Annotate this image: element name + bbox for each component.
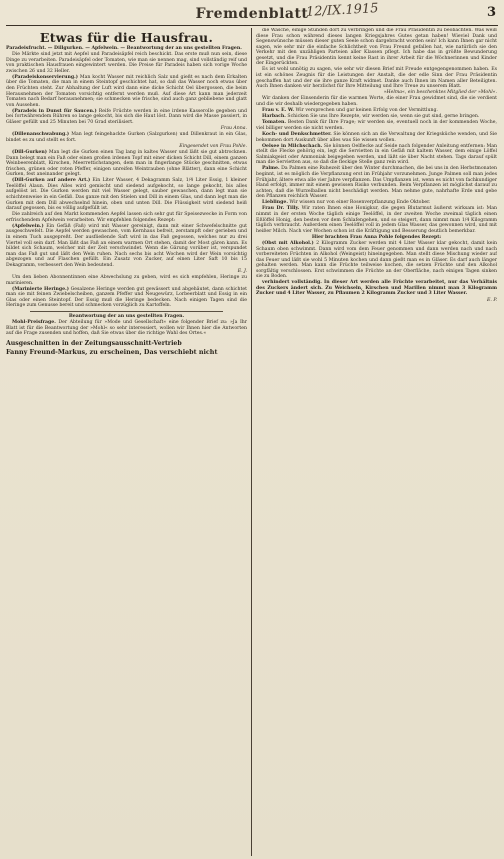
paragraph (256, 120, 497, 131)
answer-heading: Palme. (262, 166, 280, 172)
page-number: 3 (486, 5, 496, 20)
paragraph: Die zahlreich auf den Markt kommenden Aepfel lassen sich sehr gut für Speisezwecke in Form von erfrischendem Apfelwein verarbeiten. Wir empfehlen folgendes Rezept: (6, 212, 247, 223)
paragraph-text: Schicken Sie uns Ihre Rezepte, wir werden sie, wenn sie gut sind, gerne bringen. (287, 114, 480, 120)
answer-heading: Frau v. E. W. (262, 108, 294, 114)
paragraph-text: Ein Liter Wasser, 4 Dekagramm Salz, 1/4 Liter Essig, 1 kleiner Teelöffel Alaun. Dies Alles wird gemischt und siedend aufgekocht, so lange gekocht, bis alles aufgelöst ist. Die Gurken werden mit viel Wasser gelegt, sauber gewaschen, dann legt man sie schichtenweise in ein Gefäß. Das ganze mit den Stielen und Dill in einem Glas, und dann legt man die Gurken mit dem Dill abwechselnd hinein, oben und unten Dill. Die Flüssigkeit wird siedend heiß darauf gegossen, bis es völlig aufgefüllt ist. (6, 178, 247, 212)
right-column (252, 28, 497, 856)
recipe-heading: (Dill-Gurken) (12, 150, 47, 155)
paragraph-text: 2 Kilogramm Zucker werden mit 4 Liter Wasser klar gekocht, damit kein Schaum oben schwimmt. Dann wird vom dem Feuer genommen und dann werden nach und nach vorbereiteten Früchten in Alkohol (Weingeist) hineingegeben. Man stellt diese Mischung wieder auf das Feuer und läßt sie wohl 5 Minuten kochen und dann gießt man es in Gläser. Es darf auch länger gehalten werden. Man kann die Früchte teilweise kochen, die setzen Früchte und den Alkohol sorgfältig verschlossen. Erst schwimmen die Früchte an der Oberfläche, nach einigen Tagen sinken sie zu Boden. (256, 240, 497, 280)
paragraph (6, 150, 247, 178)
paragraph (6, 75, 247, 108)
paragraph (6, 287, 247, 309)
paragraph (256, 280, 497, 297)
paragraph-text: Man legt die Gurken einen Tag lang in kaltes Wasser und läßt sie gut abtrocknen. Dann belegt man ein Faß oder einen großen irdenen Topf mit einer dicken Schicht Dill, einem ganzen Weinbeerenblatt, Kirschen, Meerrettichstangen, dem man in fingerlange Stücke geschnitten, etwas frischen, grünen oder roten Pfeffer, einigen unreifen Weintrauben (ohne Blätter), dann eine Schicht Gurken, fest aneinander gelegt. (6, 150, 247, 178)
recipe-heading: (Apfelwein.) (12, 223, 44, 229)
underlined-emphasis: verhindert vollständig. In dieser Art werden alle Früchte verarbeitet, nur das Verhältnis des Zuckers ändert sich. Zu Weichseln, Kirschen und Marillen nimmt man 3 Kilogramm Zucker und 4 Liter Wasser, zu Pflaumen 2 Kilogramm Zucker und 3 Liter Wasser. (256, 280, 497, 297)
paragraph: Es ist wohl unnötig zu sagen, wie sehr wir diesen Brief mit Freude entgegengenommen haben. Es ist ein schönes Zeugnis für die Leistungen der Anstalt, die der edle Sinn der Frau Präsidentin geschaffen hat und der sie ihre ganze Kraft widmet. Danke auch Ihnen im Namen aller Beteiligten. Auch Ihnen danken wir herzlichst für Ihre Mitteilung und Ihre Treue zu unserem Blatt. (256, 67, 497, 90)
paragraph-text: Wir raten Ihnen eine Honigkur, die gegen Blutarmut äußerst wirksam ist: Man nimmt in der ersten Woche täglich einige Teelöffel, in der zweiten Woche zweimal täglich einen Eßlöffel Honig, den besten vor dem Schlafengehen, und so steigert, dann nimmt man 1/4 Kilogramm täglich verbraucht. Außerdem einen Teelöffel voll in jedem Glas Wasser, das gewonnen wird, und mit heißer Milch. Nach vier Wochen schon ist die Kräftigung und Besserung deutlich bemerkbar. (256, 206, 497, 234)
paragraph (6, 320, 247, 337)
section-heading: Hier brachten Frau Anna Pohle folgendes Rezept: (311, 234, 442, 240)
paragraph-text: Sie können sich an die Verwaltung der Kriegsküche wenden, und Sie bekommen dort Auskunft über alles was Sie wissen wollen. (256, 132, 497, 143)
clipping-stamp-line: Ausgeschnitten in der Zeitungsausschnitt-Vertrieb (6, 339, 182, 347)
recipe-heading: (Dill-Gurken auf andere Art.) (12, 178, 91, 184)
question-heading: Mohl-Preisfrage. (12, 320, 56, 326)
paragraph (256, 206, 497, 234)
paragraph-text: Reife Früchte werden in eine irdene Kasserolle gegeben und bei fortwährendem Rühren so lange gekocht, bis sich die Haut löst. Dann wird die Masse passiert, in Gläser gefüllt und 25 Minuten bei 70 Grad sterilisiert. (6, 108, 247, 125)
signature: Frau Anna. (220, 126, 247, 132)
paragraph-text: Wir wissen nur von einer Rosenverpflanzung Ende Oktober. (289, 200, 431, 206)
paragraph-text: Sie können Oelflecke auf Seide nach folgender Anleitung entfernen: Man stellt die Flecke gehörig ein, legt die Servietten in ein Gefäß mit kaltem Wasser, dem einige Löffel Salmiakgeist oder Ammoniak beigegeben werden, und läßt sie über Nacht stehen. Tags darauf spült man die Servietten aus, so daß die fleckige Stelle ganz rein wird. (256, 143, 497, 166)
signature: E. P. (487, 297, 497, 303)
handwritten-date: 12/IX.1915 (305, 1, 379, 20)
answer-heading: Harbach. (262, 114, 286, 120)
paragraph (256, 114, 497, 120)
paragraph-text: Man kocht Wasser mit reichlich Salz und gießt es nach dem Erkalten über die Tomaten, die man in einem Steintopf geschichtet hat, so daß das Wasser noch etwas über den Früchten steht. Zur Abhaltung der Luft wird dann eine dicke Schicht Oel übergossen, die beim Herausnehmen der Tomaten vorsichtig entfernt werden muß. Auf diese Art kann man jederzeit Tomaten nach Bedarf herausnehmen; sie schmecken wie frische, sind auch ganz gebliebene und glatt von Aussehen. (6, 74, 247, 108)
clipping-stamp-line: Fanny Freund-Markus, zu erscheinen, Das verschiebt nicht (6, 348, 218, 357)
recipe-heading: (Paradeis in Dunst für Saucen.) (12, 108, 97, 114)
paragraph-text: Man legt feingehackte Gurken (Salzgurken) und Dillenkraut in ein Glas, bindet es zu und stellt es fort. (6, 132, 247, 143)
paragraph (6, 132, 247, 143)
paragraph (6, 224, 247, 268)
paragraph: die Wäsche, einige Stunden dort zu verbringen und die Frau Präsidentin zu beobachten. Was weiß diese Frau schon während dieses langen Kriegsjahres Gutes getan haben! Wieviel Dank und Segenswünsche müssen dieser guten Seele schon dargebracht worden sein! Ich kann Ihnen gar nicht sagen, wie sehr mir die einfache Schlichtheit von Frau Freund gefallen hat, wie natürlich sie den Verkehr mit den unzähligen Parteien aller Klassen pflegt. Ich habe das in größte Bewunderung gesetzt, und die Frau Präsidentin kennt keine Rast in ihrer Arbeit für die Wöchnerinnen und Kinder der Eingerückten. (256, 28, 497, 67)
paragraph (256, 108, 497, 114)
answer-heading: Lieblinge. (262, 200, 288, 206)
paragraph-text: Besten Dank für Ihre Frage; wir werden sie, eventuell noch in der kommenden Woche, viel billiger werden sie nicht werden. (256, 120, 497, 131)
paragraph (6, 178, 247, 211)
answer-heading: Frau Dr. Tilly. (262, 206, 300, 212)
paragraph: Wir danken der Einsenderin für die warmen Worte, die einer Frau gewidmet sind, die sie verdient und die wir deshalb wiedergegeben haben. (256, 96, 497, 107)
paragraph-text: Der Abteilung für »Mode und Gesellschaft« eine folgender Brief zu: »Ja Ihr Blatt ist für die Beantwortung der »Mohl« so sehr interessiert, wollen wir Ihnen hier die Antworten auf die Frage zusenden und hoffen, daß Sie etwas über die richtige Wahl des Ortes.« (6, 320, 247, 337)
paragraph (256, 166, 497, 199)
recipe-heading: (Dillenanschwabung.) (12, 132, 70, 138)
answer-heading: Tomaten. (262, 120, 287, 126)
paragraph (256, 132, 497, 143)
paragraph-text: Ein Gefäß (Faß) wird mit Wasser gereinigt, dann mit einer Schwefelschnitte gut ausgeschwefelt. Die Aepfel werden gewaschen, vom Kernhaus befreit, zerstampft oder gerieben und in einem Tuch ausgepreßt. Der ausfließende Saft wird in das Faß gegossen, welches nur zu drei Viertel voll sein darf. Man läßt das Faß an einem warmen Ort stehen, damit der Most gären kann. Es bildet sich Schaum, welcher mit der Zeit verschwindet. Wenn die Gärung vorüber ist, verspundet man das Faß gut und läßt den Wein ruhen. Nach sechs bis acht Wochen wird der Wein vorsichtig abgezogen und auf Flaschen gefüllt. Ein Zusatz von Zucker, auf einen Liter Saft 10 bis 15 Dekagramm, verbessert den Wein bedeutend. (6, 223, 247, 268)
article-title: Etwas für die Hausfrau. (39, 30, 214, 45)
answer-heading: Oelsee in Milchschach. (262, 143, 323, 149)
section-divider (30, 311, 223, 312)
paragraph (256, 241, 497, 280)
paragraph-text: Da Palmen eine Ruhezeit über den Winter durchmachen, die bei uns in den Herbstmonaten beginnt, ist es möglich die Verpflanzung erst im Frühjahr vorzunehmen. Junge Palmen soll man jedes Frühjahr, ältere etwa alle vier Jahre verpflanzen. Das Umpflanzen ist, wenn es nicht von fachkundiger Hand erfolgt, immer mit einem gewissen Risiko verbunden. Beim Verpflanzen ist möglichst darauf zu achten, daß die Wurzelballen nicht beschädigt werden. Man nehme gute, nahrhafte Erde und gebe den Pflanzen reichlich Wasser. (256, 166, 497, 200)
paragraph: Um den lieben Abonnentinnen eine Abwechslung zu geben, wird es sich empfehlen, Heringe zu marinieren. (6, 275, 247, 286)
paragraph (256, 144, 497, 166)
columns (6, 28, 498, 856)
answer-heading: Koch- und Denkschmetter. (262, 132, 332, 137)
newspaper-name: Fremdenblatt (195, 6, 309, 22)
paragraph (6, 109, 247, 126)
signature: Eingesendet von Frau Pohle. (179, 143, 247, 149)
signature: »Helma«, ein beschenktes Mitglied der »Mohl«. (383, 90, 497, 96)
recipe-heading: (Paradeiskonservierung.) (12, 74, 78, 80)
paragraph-text: Wir versprechen und gar keinen Erfolg von der Vermittlung. (295, 108, 438, 114)
left-column (6, 28, 251, 856)
paragraph: Die Märkte sind jetzt mit Aepfel und Paradeisäpfel reich beschickt. Das erste muß nun sein, diese Dinge zu verarbeiten. Paradeisäpfel oder Tomaten, wie man sie nennen mag, sind vollständig reif und von praktischen Hausfrauen eingewintert werden. Die Preise für Paradeis haben sich vorige Woche zwischen 26 und 32 Heller. (6, 52, 247, 74)
masthead (6, 3, 498, 26)
paragraph-text: Gesalzene Heringe werden gut gewässert und abgehäutet, dann schichtet man sie mit feinen Zwiebelscheiben, ganzem Pfeffer und Neugewürz, Lorbeerblatt und Essig in ein Glas oder einen Steintopf. Der Essig muß die Heringe bedecken. Nach einigen Tagen sind die Heringe zum Genusse bereit und schmecken vorzüglich zu Kartoffeln. (6, 286, 247, 309)
article-lead: Paradeisfrucht. — Dillgurken. — Apfelwein. — Beantwortung der an uns gestellten Fragen. (6, 46, 242, 51)
section-heading: Beantwortung der an uns gestellten Fragen. (68, 313, 185, 319)
signature: E. J. (237, 268, 247, 274)
recipe-heading: (Obst mit Alkohol.) (262, 240, 314, 246)
recipe-heading: (Marinierte Heringe.) (12, 286, 69, 292)
